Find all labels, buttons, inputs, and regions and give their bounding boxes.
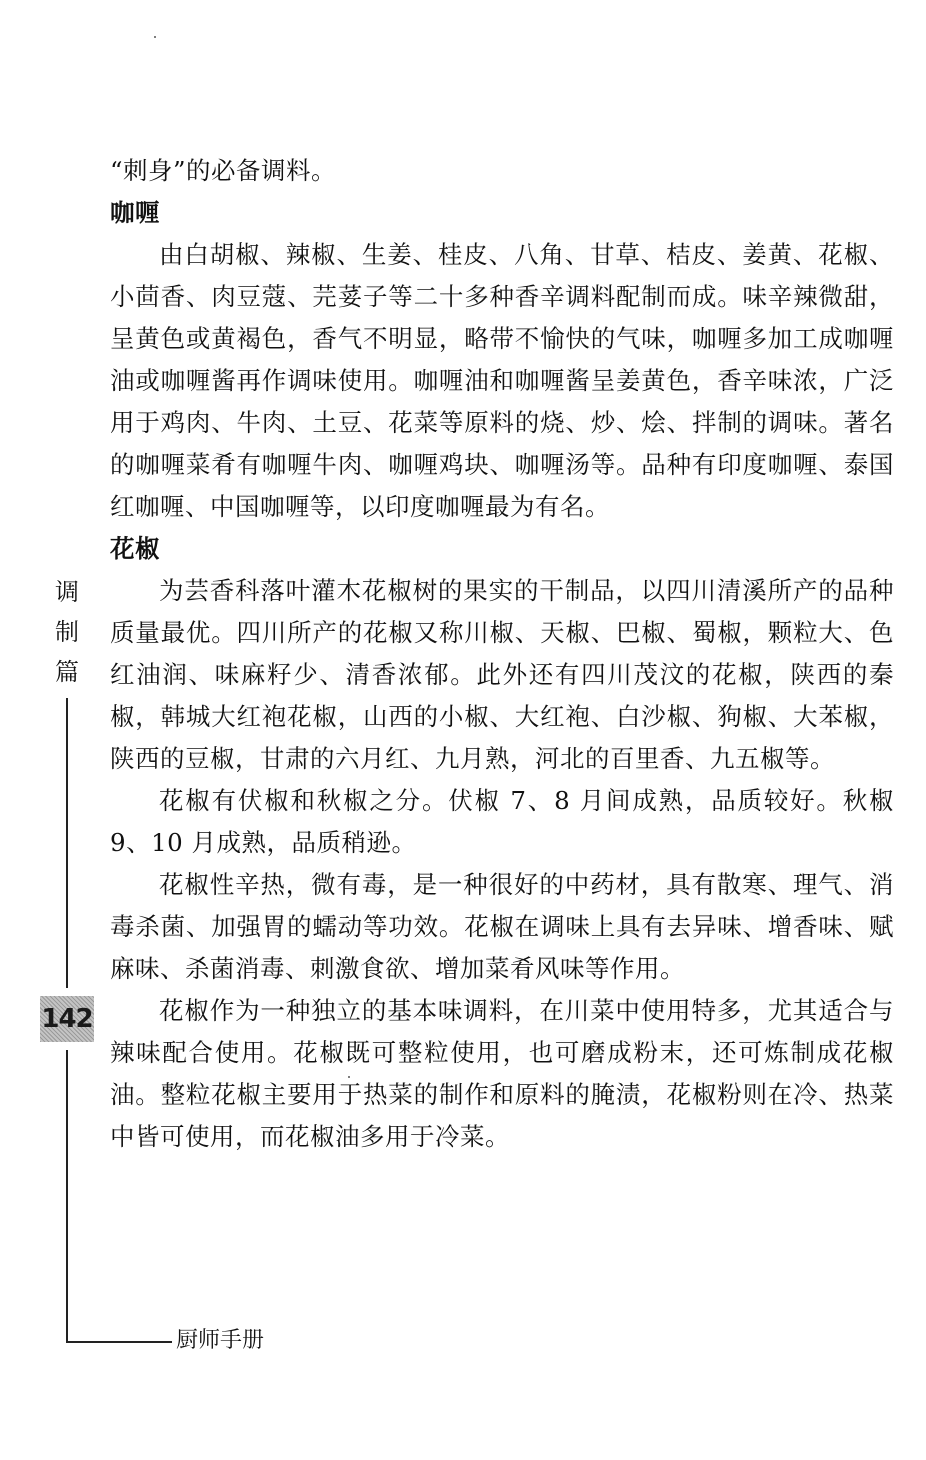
sidebar-char-zhi: 制 [55,618,79,646]
sidebar-char-tiao: 调 [55,578,79,606]
sidebar-char-pian: 篇 [55,658,79,686]
sichuan-pepper-paragraph-1: 为芸香科落叶灌木花椒树的果实的干制品，以四川清溪所产的品种质量最优。四川所产的花椒又称川椒、天椒、巴椒、蜀椒，颗粒大、色红油润、味麻籽少、清香浓郁。此外还有四川茂汶的花椒，陕西的秦椒，韩城大红袍花椒，山西的小椒、大红袍、白沙椒、狗椒、大苯椒，陕西的豆椒，甘肃的六月红、九月熟，河北的百里香、九五椒等。 [110,576,894,773]
sichuan-pepper-paragraph-3: 花椒性辛热，微有毒，是一种很好的中药材，具有散寒、理气、消毒杀菌、加强胃的蠕动等功效。花椒在调味上具有去异味、增香味、赋麻味、杀菌消毒、刺激食欲、增加菜肴风味等作用。 [110,870,894,983]
sichuan-pepper-paragraph-2: 花椒有伏椒和秋椒之分。伏椒 7、8 月间成熟，品质较好。秋椒 9、10 月成熟，品质稍逊。 [110,786,894,857]
opening-line: “刺身”的必备调料。 [110,156,337,185]
section-heading-sichuan-pepper: 花椒 [110,534,160,563]
scan-speck [154,36,156,38]
footer-rule [66,1341,172,1343]
page-body [110,150,894,1158]
page-number-badge [40,996,94,1042]
page-number: 142 [41,1004,93,1034]
footer-book-title: 厨师手册 [176,1328,265,1353]
section-heading-curry: 咖喱 [110,198,160,227]
sidebar-rule-upper [66,698,68,988]
scan-speck [348,1076,350,1078]
curry-paragraph: 由白胡椒、辣椒、生姜、桂皮、八角、甘草、桔皮、姜黄、花椒、小茴香、肉豆蔻、芫荽子等二十多种香辛调料配制而成。味辛辣微甜，呈黄色或黄褐色，香气不明显，略带不愉快的气味，咖喱多加工成咖喱油或咖喱酱再作调味使用。咖喱油和咖喱酱呈姜黄色，香辛味浓，广泛用于鸡肉、牛肉、土豆、花菜等原料的烧、炒、烩、拌制的调味。著名的咖喱菜肴有咖喱牛肉、咖喱鸡块、咖喱汤等。品种有印度咖喱、泰国红咖喱、中国咖喱等，以印度咖喱最为有名。 [110,240,894,521]
sidebar-rule-lower [66,1050,68,1342]
sichuan-pepper-paragraph-4: 花椒作为一种独立的基本味调料，在川菜中使用特多，尤其适合与辣味配合使用。花椒既可整粒使用，也可磨成粉末，还可炼制成花椒油。整粒花椒主要用于热菜的制作和原料的腌渍，花椒粉则在冷、热菜中皆可使用，而花椒油多用于冷菜。 [110,996,894,1151]
